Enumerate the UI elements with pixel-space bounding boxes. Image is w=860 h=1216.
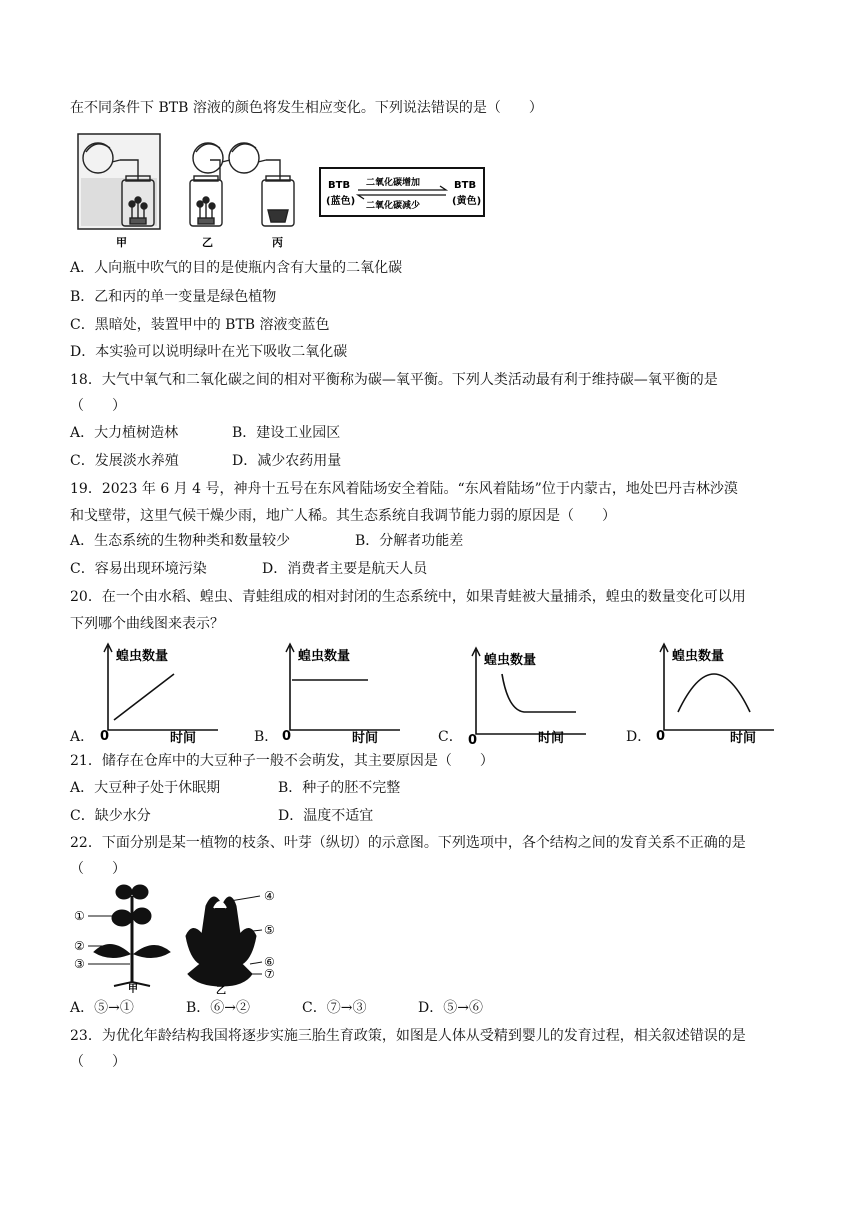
q19-stem-2: 和戈壁带，这里气候干燥少雨，地广人稀。其生态系统自我调节能力弱的原因是（ ） <box>70 508 616 524</box>
graph-a <box>96 640 226 744</box>
label-jia: 甲 <box>116 236 127 249</box>
q19-option-b: B．分解者功能差 <box>355 533 464 549</box>
q17-option-a: A．人向瓶中吹气的目的是使瓶内含有大量的二氧化碳 <box>70 260 403 276</box>
graph-c-origin: 0 <box>468 733 478 748</box>
graph-a-xlabel: 时间 <box>170 731 197 744</box>
q19-option-c: C．容易出现环境污染 <box>70 561 207 577</box>
branch-jia <box>94 885 170 986</box>
q22-plant-figure <box>74 882 294 994</box>
q21-option-d: D．温度不适宜 <box>278 808 374 824</box>
graph-a-curve <box>114 674 174 720</box>
graph-d-ylabel: 蝗虫数量 <box>672 649 725 664</box>
q18-stem-blank: （ ） <box>70 398 126 414</box>
q19-stem: 19．2023 年 6 月 4 号，神舟十五号在东风着陆场安全着陆。“东风着陆场”位于内蒙古，地处巴丹吉林沙漠 <box>70 481 738 497</box>
q20-option-d: D． <box>626 729 652 745</box>
q22-stem-blank: （ ） <box>70 861 126 877</box>
q21-option-b: B．种子的胚不完整 <box>278 780 401 796</box>
q20-option-b: B． <box>254 729 279 745</box>
graph-b-xlabel: 时间 <box>352 731 379 744</box>
q17-stem: 在不同条件下 BTB 溶液的颜色将发生相应变化。下列说法错误的是（ ） <box>70 100 543 116</box>
marker-5: ⑤ <box>264 923 275 937</box>
graph-d-curve <box>678 674 750 712</box>
btb-left: BTB <box>328 180 351 191</box>
q20-stem-2: 下列哪个曲线图来表示？ <box>70 616 224 632</box>
label-bing: 丙 <box>272 236 283 249</box>
label-jia-22: 甲 <box>128 984 138 994</box>
q22-option-d: D．⑤→⑥ <box>418 1000 483 1016</box>
person-head-bing <box>229 143 266 173</box>
arrow-bottom-text: 二氧化碳减少 <box>366 201 421 211</box>
btb-right: BTB <box>454 180 477 191</box>
label-yi-22: 乙 <box>216 986 226 994</box>
marker-2: ② <box>74 939 85 953</box>
graph-c <box>464 644 594 748</box>
q23-stem: 23．为优化年龄结构我国将逐步实施三胎生育政策，如图是人体从受精到婴儿的发育过程，相关叙述错误的是 <box>70 1028 746 1044</box>
graph-c-xlabel: 时间 <box>538 731 565 746</box>
q19-option-d: D．消费者主要是航天人员 <box>262 561 428 577</box>
q18-option-c: C．发展淡水养殖 <box>70 453 179 469</box>
jar-yi <box>190 176 222 226</box>
arrow-top-text: 二氧化碳增加 <box>366 178 421 188</box>
graph-d <box>652 640 782 744</box>
q22-option-c: C．⑦→③ <box>302 1000 367 1016</box>
marker-4: ④ <box>264 889 275 903</box>
marker-7: ⑦ <box>264 967 275 981</box>
q22-option-b: B．⑥→② <box>186 1000 251 1016</box>
q18-stem: 18．大气中氧气和二氧化碳之间的相对平衡称为碳—氧平衡。下列人类活动最有利于维持碳—氧平衡的是 <box>70 372 718 388</box>
person-head-yi <box>193 143 230 173</box>
graph-c-curve <box>502 674 576 712</box>
q18-option-b: B．建设工业园区 <box>232 425 341 441</box>
graph-d-origin: 0 <box>656 729 666 744</box>
q22-stem: 22．下面分别是某一植物的枝条、叶芽（纵切）的示意图。下列选项中，各个结构之间的发育关系不正确的是 <box>70 835 746 851</box>
q17-btb-figure <box>76 128 496 250</box>
graph-a-origin: 0 <box>100 729 110 744</box>
bud-yi <box>186 897 256 986</box>
btb-right-sub: (黄色) <box>452 196 482 207</box>
marker-6: ⑥ <box>264 955 275 969</box>
jar-bing <box>262 176 294 226</box>
q21-option-c: C．缺少水分 <box>70 808 151 824</box>
btb-left-sub: (蓝色) <box>326 196 356 207</box>
q21-option-a: A．大豆种子处于休眠期 <box>70 780 221 796</box>
q17-option-b: B．乙和丙的单一变量是绿色植物 <box>70 289 277 305</box>
q17-option-d: D．本实验可以说明绿叶在光下吸收二氧化碳 <box>70 344 348 360</box>
q17-option-c: C．黑暗处，装置甲中的 BTB 溶液变蓝色 <box>70 317 330 333</box>
q19-option-a: A．生态系统的生物种类和数量较少 <box>70 533 291 549</box>
q18-option-a: A．大力植树造林 <box>70 425 179 441</box>
q23-stem-blank: （ ） <box>70 1054 126 1070</box>
jar-jia <box>122 176 154 226</box>
graph-b-origin: 0 <box>282 729 292 744</box>
graph-c-ylabel: 蝗虫数量 <box>484 653 537 668</box>
graph-b-ylabel: 蝗虫数量 <box>298 649 351 664</box>
q21-stem: 21．储存在仓库中的大豆种子一般不会萌发，其主要原因是（ ） <box>70 753 494 769</box>
q20-option-a: A． <box>70 729 95 745</box>
marker-3: ③ <box>74 957 85 971</box>
marker-1: ① <box>74 909 85 923</box>
graph-d-xlabel: 时间 <box>730 731 757 744</box>
graph-a-ylabel: 蝗虫数量 <box>116 649 169 664</box>
q18-option-d: D．减少农药用量 <box>232 453 342 469</box>
q20-stem: 20．在一个由水稻、蝗虫、青蛙组成的相对封闭的生态系统中，如果青蛙被大量捕杀，蝗虫的数量变化可以用 <box>70 589 746 605</box>
graph-b <box>278 640 408 744</box>
q22-option-a: A．⑤→① <box>70 1000 134 1016</box>
label-yi: 乙 <box>202 236 213 249</box>
q20-option-c: C． <box>438 729 463 745</box>
